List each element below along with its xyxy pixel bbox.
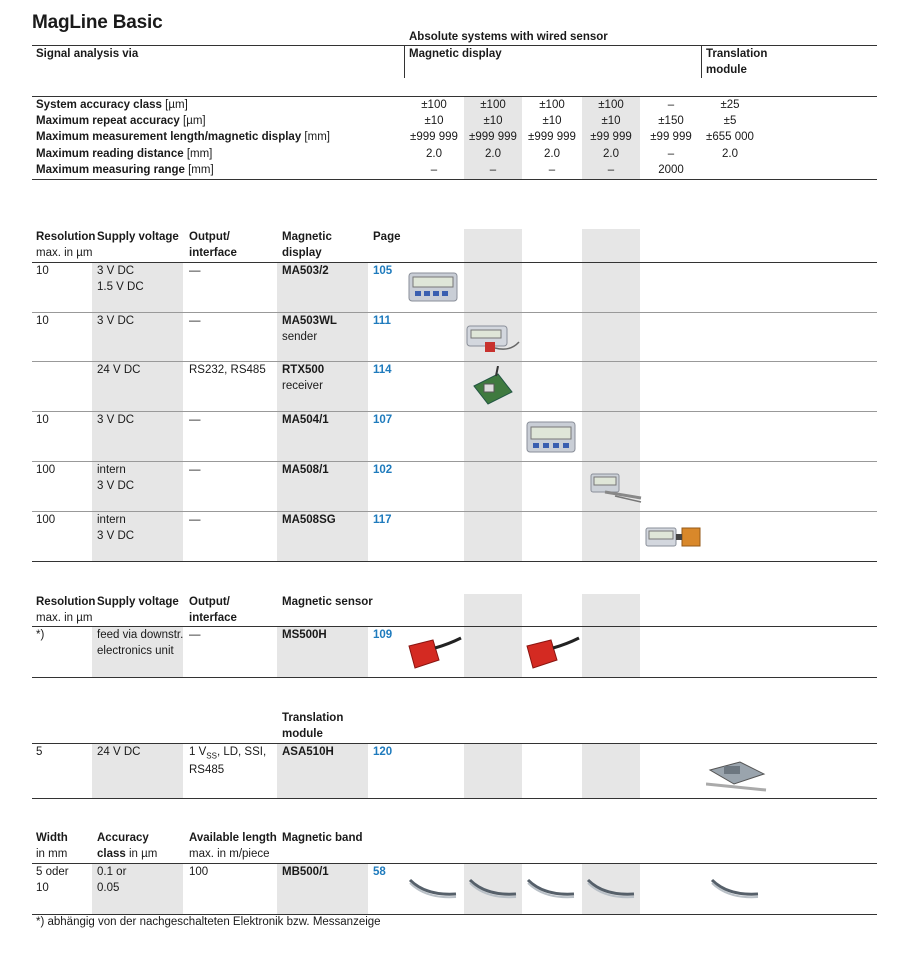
page-link[interactable]: 105 — [373, 265, 393, 277]
output: — — [189, 265, 201, 277]
col-header-translation-2: module — [706, 64, 747, 76]
spec-value: – — [667, 148, 675, 160]
res: 10 — [36, 265, 49, 277]
gray-band — [464, 594, 522, 677]
model: RTX500 — [282, 364, 325, 376]
spec-value: 2.0 — [603, 148, 619, 160]
display-device-image — [407, 270, 459, 304]
model: MA503WL — [282, 315, 337, 327]
spec-label: Maximum measuring range [mm] — [36, 164, 214, 176]
res: 10 — [36, 414, 49, 426]
model: MA503/2 — [282, 265, 329, 277]
sensor-image — [523, 634, 581, 674]
length: 100 — [189, 866, 209, 878]
spec-value: ±100 — [598, 99, 624, 111]
translation-module-image — [706, 756, 768, 792]
spec-value: – — [548, 164, 556, 176]
spec-label: System accuracy class [µm] — [36, 99, 188, 111]
supply: 1.5 V DC — [97, 281, 144, 293]
spec-value: ±999 999 — [410, 131, 458, 143]
supply: intern — [97, 464, 126, 476]
h-supply: Supply voltage — [97, 596, 179, 608]
h-res-1: Resolution — [36, 231, 96, 243]
spec-value: ±150 — [658, 115, 684, 127]
supply: 3 V DC — [97, 530, 135, 542]
spec-value: – — [667, 99, 675, 111]
model: MA504/1 — [282, 414, 329, 426]
h-width-1: Width — [36, 832, 68, 844]
res: *) — [36, 629, 45, 641]
output: 1 $V_{SS}$, LD, SSI, — [189, 746, 267, 761]
supply: intern — [97, 514, 126, 526]
magnetic-band-image — [584, 874, 638, 902]
accuracy: 0.05 — [97, 882, 120, 894]
width: 5 oder — [36, 866, 69, 878]
spec-label: Maximum repeat accuracy [µm] — [36, 115, 206, 127]
rule — [32, 262, 877, 263]
supply: 3 V DC — [97, 265, 135, 277]
footnote: *) abhängig von der nachgeschalteten Elektronik bzw. Messanzeige — [36, 916, 381, 928]
h-length-2: max. in m/piece — [189, 848, 270, 860]
h-translation-2: module — [282, 728, 323, 740]
spec-value: – — [430, 164, 438, 176]
supply: 24 V DC — [97, 746, 141, 758]
spec-label: Maximum reading distance [mm] — [36, 148, 213, 160]
spec-value: ±999 999 — [469, 131, 517, 143]
h-res-2: max. in µm — [36, 247, 93, 259]
page-link[interactable]: 102 — [373, 464, 393, 476]
supply: 3 V DC — [97, 414, 135, 426]
h-out-2: interface — [189, 247, 237, 259]
rule — [32, 461, 877, 462]
gray-band — [582, 744, 640, 798]
magnetic-band-image — [466, 874, 520, 902]
res: 100 — [36, 514, 56, 526]
h-accuracy-2: class in µm — [97, 848, 158, 860]
spec-value: ±100 — [421, 99, 447, 111]
model: MA508SG — [282, 514, 336, 526]
h-out-2: interface — [189, 612, 237, 624]
output: — — [189, 414, 201, 426]
h-width-2: in mm — [36, 848, 68, 860]
h-band: Magnetic band — [282, 832, 363, 844]
page-link[interactable]: 107 — [373, 414, 393, 426]
spec-value: ±25 — [720, 99, 740, 111]
res: 5 — [36, 746, 43, 758]
res: 10 — [36, 315, 49, 327]
page-link[interactable]: 117 — [373, 514, 392, 526]
magnetic-band-image — [406, 874, 460, 902]
h-res-1: Resolution — [36, 596, 96, 608]
h-page: Page — [373, 231, 401, 243]
spec-value: ±99 999 — [650, 131, 692, 143]
h-translation-1: Translation — [282, 712, 344, 724]
res: 100 — [36, 464, 56, 476]
output: RS485 — [189, 764, 225, 776]
output: — — [189, 629, 201, 641]
model-sub: receiver — [282, 380, 323, 392]
h-mag-1: Magnetic — [282, 231, 332, 243]
h-out-1: Output/ — [189, 231, 230, 243]
gray-band — [582, 594, 640, 677]
spec-value: 2.0 — [722, 148, 738, 160]
spec-value: – — [607, 164, 615, 176]
width: 10 — [36, 882, 49, 894]
gray-band — [464, 744, 522, 798]
page-title: MagLine Basic — [32, 12, 163, 33]
page-link[interactable]: 114 — [373, 364, 392, 376]
h-out-1: Output/ — [189, 596, 230, 608]
col-header-translation-1: Translation — [706, 48, 768, 60]
page-link[interactable]: 109 — [373, 629, 393, 641]
group-header: Absolute systems with wired sensor — [409, 31, 608, 43]
magnetic-band-image — [524, 874, 578, 902]
page-link[interactable]: 58 — [373, 866, 386, 878]
supply: 3 V DC — [97, 480, 135, 492]
magnetic-band-image — [708, 874, 762, 902]
accuracy: 0.1 or — [97, 866, 127, 878]
spec-value: ±10 — [542, 115, 562, 127]
model: MA508/1 — [282, 464, 329, 476]
page-link[interactable]: 111 — [373, 315, 391, 327]
model-sub: sender — [282, 331, 318, 343]
spec-value: ±100 — [480, 99, 506, 111]
spec-value: – — [489, 164, 497, 176]
rule — [32, 511, 877, 512]
rule — [32, 677, 877, 678]
spec-value: ±5 — [723, 115, 737, 127]
supply: electronics unit — [97, 645, 174, 657]
spec-value: 2.0 — [485, 148, 501, 160]
rule — [32, 863, 877, 864]
spec-value: ±10 — [483, 115, 503, 127]
output: — — [189, 464, 201, 476]
spec-value: 2.0 — [544, 148, 560, 160]
page-link[interactable]: 120 — [373, 746, 393, 758]
spec-value: 2.0 — [426, 148, 442, 160]
h-accuracy-1: Accuracy — [97, 832, 149, 844]
spec-value: 2000 — [658, 164, 684, 176]
h-mag-sensor: Magnetic sensor — [282, 596, 373, 608]
rule — [32, 743, 877, 744]
supply: 3 V DC — [97, 315, 135, 327]
model: ASA510H — [282, 746, 334, 758]
col-header-signal: Signal analysis via — [36, 48, 139, 60]
spec-value: ±99 999 — [590, 131, 632, 143]
h-length-1: Available length — [189, 832, 277, 844]
model: MB500/1 — [282, 866, 329, 878]
divider — [701, 45, 702, 78]
rule — [32, 179, 877, 180]
h-res-2: max. in µm — [36, 612, 93, 624]
model: MS500H — [282, 629, 327, 641]
rule — [32, 798, 877, 799]
divider — [404, 45, 405, 78]
spec-value: ±10 — [424, 115, 444, 127]
supply: feed via downstr. — [97, 629, 184, 641]
spec-value: ±655 000 — [706, 131, 754, 143]
spec-label: Maximum measurement length/magnetic display [mm] — [36, 131, 330, 143]
sensor-image — [405, 634, 463, 674]
h-supply: Supply voltage — [97, 231, 179, 243]
rule — [32, 312, 877, 313]
spec-value: ±999 999 — [528, 131, 576, 143]
output: — — [189, 315, 201, 327]
spec-value: ±100 — [539, 99, 565, 111]
display-device-image — [585, 470, 643, 504]
spec-value: ±10 — [601, 115, 621, 127]
display-device-image — [465, 322, 521, 358]
supply: 24 V DC — [97, 364, 141, 376]
display-device-image — [523, 418, 579, 456]
output: RS232, RS485 — [189, 364, 266, 376]
output: — — [189, 514, 201, 526]
h-mag-2: display — [282, 247, 322, 259]
rule — [32, 561, 877, 562]
display-device-image — [644, 522, 702, 552]
rule — [32, 411, 877, 412]
receiver-board-image — [470, 366, 516, 408]
col-header-magnetic: Magnetic display — [409, 48, 502, 60]
rule — [32, 361, 877, 362]
